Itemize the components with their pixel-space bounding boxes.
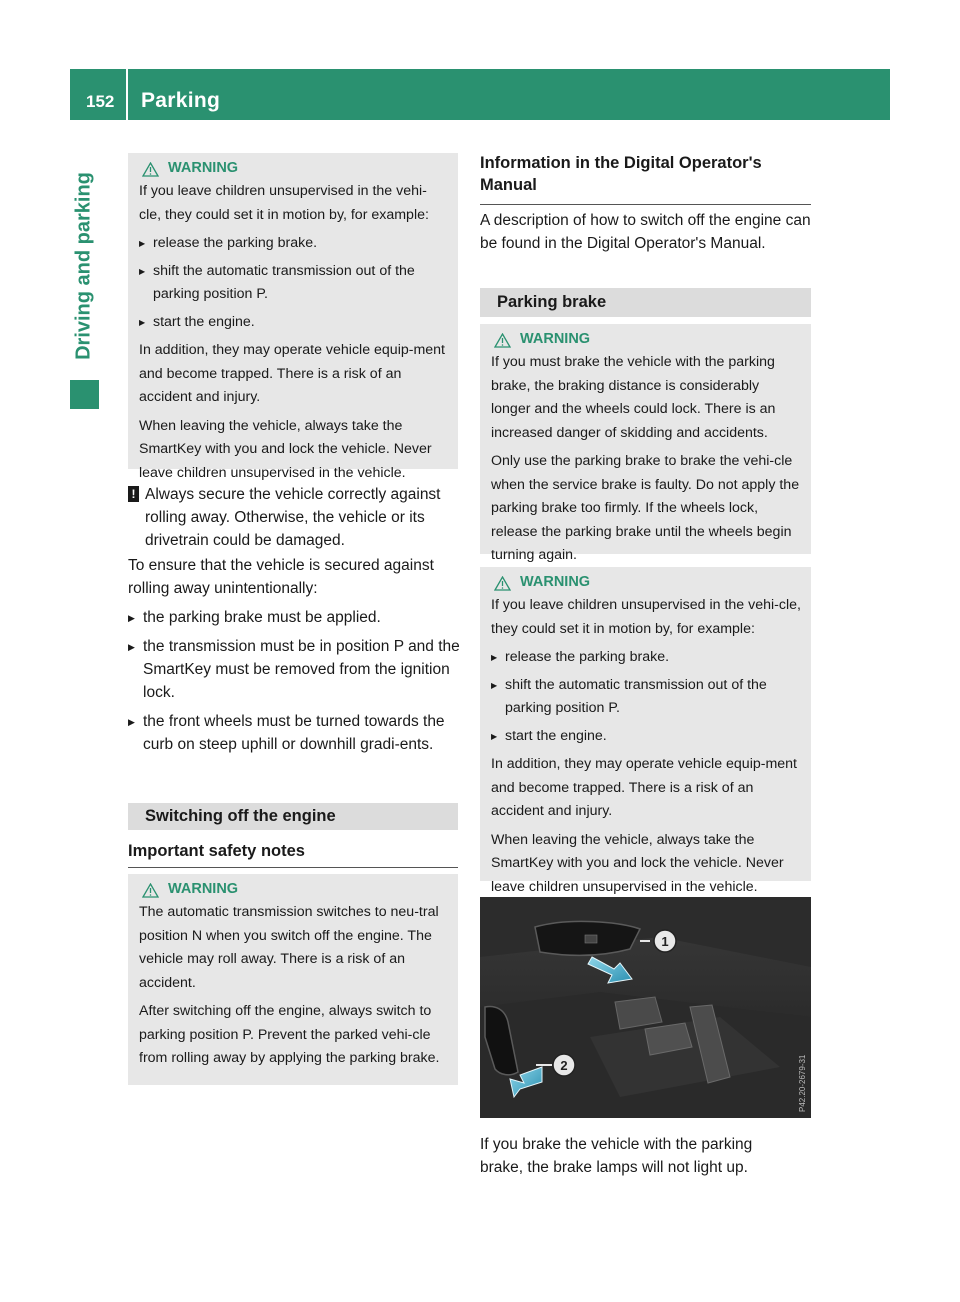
list-item: ▶ shift the automatic transmission out of the parking position P. — [491, 674, 801, 721]
warning-box-children — [128, 153, 458, 481]
warning-label: WARNING — [520, 574, 591, 591]
image-code: P42.20-2679-31 — [798, 1054, 807, 1112]
list-item: ▶ the transmission must be in position P and the SmartKey must be removed from the ignition lock. — [128, 635, 460, 704]
parking-brake-heading: Parking brake — [480, 288, 811, 317]
warning-text: If you leave children unsupervised in the vehi-cle, they could set it in motion by, for example: — [139, 183, 429, 223]
warning-header — [139, 879, 448, 901]
warning-label: WARNING — [168, 160, 239, 177]
page-number: 152 — [86, 92, 115, 111]
requirements-list — [128, 606, 460, 756]
secure-vehicle-text — [128, 554, 460, 756]
parking-brake-illustration — [480, 897, 811, 1118]
header-divider — [126, 69, 128, 120]
warning-triangle-icon — [494, 576, 511, 591]
side-tab-label: Driving and parking — [72, 172, 95, 360]
warning-box-parking-brake — [480, 324, 811, 563]
warning-list — [139, 232, 448, 334]
warning-text: After switching off the engine, always switch to parking position P. Prevent the parked vehi-cle from rolling away by applying the parking brake. — [139, 1003, 440, 1066]
warning-header — [491, 329, 801, 351]
intro-text: To ensure that the vehicle is secured against rolling away unintentionally: — [128, 557, 434, 597]
side-tab-marker — [70, 380, 99, 409]
warning-triangle-icon — [142, 162, 159, 177]
callout-2: 2 — [560, 1058, 568, 1073]
warning-header — [491, 572, 801, 594]
warning-text: In addition, they may operate vehicle equip-ment and become trapped. There is a risk of an accident and injury. — [491, 756, 798, 819]
warning-header — [139, 158, 448, 180]
list-item: ▶ start the engine. — [139, 311, 448, 335]
warning-text: Only use the parking brake to brake the vehi-cle when the service brake is faulty. Do not apply the parking brake too firmly. If the wheels lock, release the parking brake until the wheels begin turning again. — [491, 453, 800, 563]
warning-text: When leaving the vehicle, always take the SmartKey with you and lock the vehicle. Never leave children unsupervised in the vehicle. — [139, 417, 432, 481]
safety-notes-heading: Important safety notes — [128, 840, 458, 868]
warning-box-neutral — [128, 874, 458, 1085]
caption: If you brake the vehicle with the parking brake, the brake lamps will not light up. — [480, 1136, 753, 1176]
warning-text: The automatic transmission switches to neu-tral position N when you switch off the engine. The vehicle may roll away. There is a risk of an accident. — [139, 904, 439, 991]
warning-box-children-2 — [480, 567, 811, 895]
callout-1: 1 — [661, 934, 669, 949]
warning-text: In addition, they may operate vehicle equip-ment and become trapped. There is a risk of an accident and injury. — [139, 342, 446, 405]
list-item: ▶ release the parking brake. — [491, 646, 801, 670]
list-item: ▶ release the parking brake. — [139, 232, 448, 256]
warning-triangle-icon — [494, 333, 511, 348]
note-block — [128, 483, 458, 552]
note-text: Always secure the vehicle correctly against rolling away. Otherwise, the vehicle or its drivetrain could be damaged. — [145, 486, 441, 549]
warning-triangle-icon — [142, 883, 159, 898]
list-item: ▶ the parking brake must be applied. — [128, 606, 460, 629]
info-heading: Information in the Digital Operator's Manual — [480, 152, 811, 205]
list-item: ▶ start the engine. — [491, 725, 801, 749]
switching-off-heading: Switching off the engine — [128, 803, 458, 830]
warning-list — [491, 646, 801, 748]
warning-text: If you must brake the vehicle with the parking brake, the braking distance is considerably longer and the wheels could lock. There is an increased danger of skidding and accidents. — [491, 354, 776, 441]
warning-text: If you leave children unsupervised in the vehi-cle, they could set it in motion by, for example: — [491, 597, 801, 637]
section-title: Parking — [141, 89, 221, 112]
exclamation-icon: ! — [128, 486, 139, 502]
warning-text: When leaving the vehicle, always take the SmartKey with you and lock the vehicle. Never leave children unsupervised in the vehicle. — [491, 831, 784, 895]
warning-label: WARNING — [168, 881, 239, 898]
info-text: A description of how to switch off the engine can be found in the Digital Operator's Manual. — [480, 212, 811, 252]
list-item: ▶ shift the automatic transmission out of the parking position P. — [139, 260, 448, 307]
list-item: ▶ the front wheels must be turned towards the curb on steep uphill or downhill gradi-ents. — [128, 710, 460, 756]
warning-label: WARNING — [520, 331, 591, 348]
